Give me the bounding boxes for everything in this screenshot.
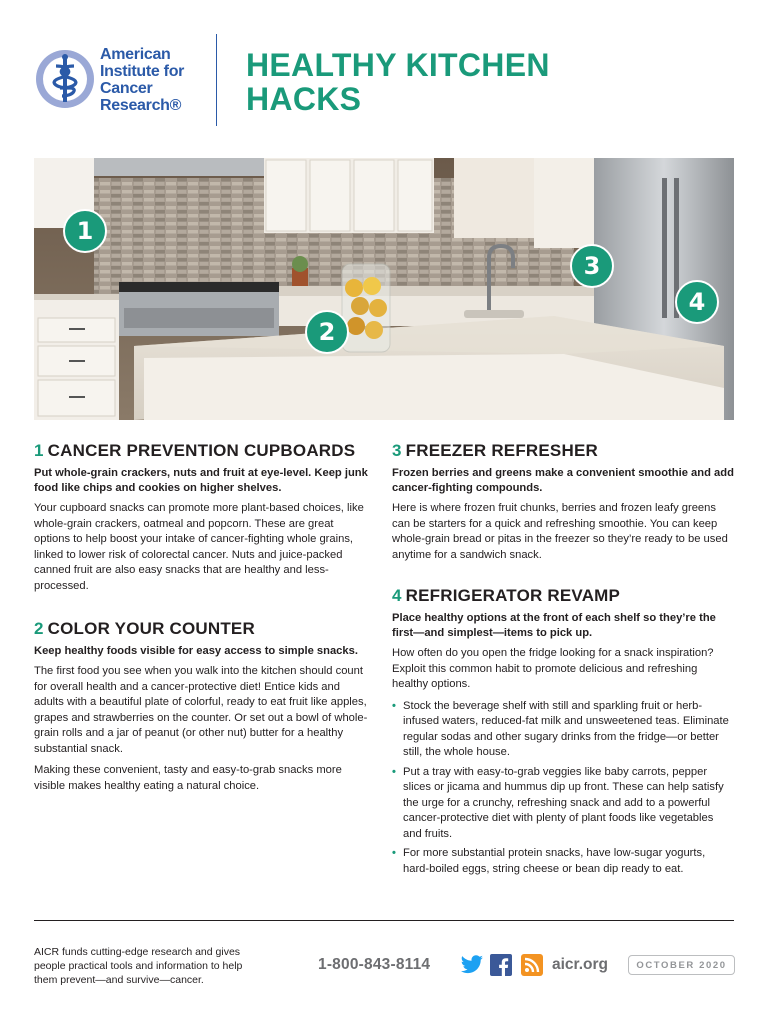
- bullet-dot-icon: •: [392, 847, 396, 859]
- list-item: [392, 765, 734, 843]
- section-subtitle: Keep healthy foods visible for easy access to simple snacks.: [34, 645, 358, 657]
- section-paragraph: Here is where frozen fruit chunks, berries and frozen leafy greens can be starters for a quick and refreshing smoothie. You can keep whole-grain bread or pitas in the freezer so they’re ready to be used anytime for a sandwich snack.: [392, 502, 728, 561]
- logo-line: Research®: [100, 97, 182, 114]
- section-title: CANCER PREVENTION CUPBOARDS: [47, 441, 356, 460]
- title-line: HEALTHY KITCHEN: [246, 47, 550, 83]
- logo-line: Institute for: [100, 63, 185, 80]
- right-column: [392, 440, 734, 895]
- page-header: [0, 0, 768, 140]
- section-counter: [34, 618, 368, 794]
- hotspot-marker[interactable]: 4: [675, 280, 719, 324]
- caduceus-logo-icon: [34, 48, 96, 110]
- kitchen-illustration: [34, 158, 734, 420]
- hotspot-marker[interactable]: 1: [63, 209, 107, 253]
- bullet-dot-icon: •: [392, 765, 396, 778]
- list-item: [392, 846, 734, 877]
- section-paragraph: Your cupboard snacks can promote more plant-based choices, like whole-grain crackers, oatmeal and popcorn. These are great options to help boost your intake of cancer-fighting whole grains, linked to lower risk of colorectal cancer. Nuts and juice-packed canned fruit are also easy snacks that are healthy and less-processed.: [34, 502, 364, 592]
- phone-number[interactable]: 1-800-843-8114: [318, 956, 431, 973]
- section-paragraph: How often do you open the fridge looking for a snack inspiration? Exploit this common habit to promote delicious and refreshing healthy options.: [392, 647, 714, 690]
- list-item-text: For more substantial protein snacks, have low-sugar yogurts, hard-boiled eggs, string cheese or bean dip ready to eat.: [403, 847, 706, 875]
- list-item-text: Stock the beverage shelf with still and sparkling fruit or herb-infused waters, reduced-fat milk and unsweetened teas. Eliminate regular sodas and other sugary drinks from the fridge—or better still, the whole house.: [403, 699, 729, 758]
- section-subtitle: Put whole-grain crackers, nuts and fruit at eye-level. Keep junk food like chips and cookies on higher shelves.: [34, 467, 368, 494]
- section-heading: [34, 440, 368, 462]
- section-number: 3: [392, 441, 402, 460]
- section-freezer: [392, 440, 734, 563]
- tips-list: [392, 699, 734, 878]
- section-paragraph: Making these convenient, tasty and easy-to-grab snacks more visible makes healthy eating a natural choice.: [34, 764, 342, 792]
- website-link[interactable]: aicr.org: [552, 956, 608, 973]
- section-heading: [392, 585, 734, 607]
- publication-date-badge: OCTOBER 2020: [628, 955, 735, 975]
- section-heading: [34, 618, 368, 640]
- section-heading: [392, 440, 734, 462]
- bullet-dot-icon: •: [392, 699, 396, 712]
- section-cupboards: [34, 440, 368, 594]
- list-item: [392, 699, 734, 761]
- logo-line: American: [100, 46, 171, 63]
- list-item-text: Put a tray with easy-to-grab veggies like baby carrots, pepper slices or jicama and hummus dip up front. These can help satisfy the urge for a crunchy, refreshing snack and add to a powerful cancer-protective diet with plenty of plant foods like vegetables and fruits.: [403, 765, 724, 840]
- section-title: REFRIGERATOR REVAMP: [405, 586, 621, 605]
- logo-line: Cancer: [100, 80, 153, 97]
- page-title: [246, 48, 550, 116]
- section-number: 1: [34, 441, 44, 460]
- left-column: [34, 440, 368, 812]
- twitter-icon[interactable]: [460, 954, 482, 976]
- footer-divider: [34, 920, 734, 921]
- section-subtitle: Place healthy options at the front of each shelf so they’re the first—and simplest—items to pick up.: [392, 612, 716, 639]
- hotspot-marker[interactable]: 2: [305, 310, 349, 354]
- kitchen-photo: [34, 158, 734, 420]
- section-subtitle: Frozen berries and greens make a convenient smoothie and add cancer-fighting compounds.: [392, 467, 734, 494]
- footer-blurb: AICR funds cutting-edge research and gives people practical tools and information to help them prevent—and survive—cancer.: [34, 946, 243, 986]
- header-divider: [216, 34, 217, 126]
- section-title: FREEZER REFRESHER: [405, 441, 598, 460]
- logo-wordmark: [100, 46, 184, 114]
- section-number: 4: [392, 586, 402, 605]
- hotspot-marker[interactable]: 3: [570, 244, 614, 288]
- title-line: HACKS: [246, 81, 362, 117]
- aicr-logo[interactable]: [34, 44, 204, 114]
- section-title: COLOR YOUR COUNTER: [47, 619, 255, 638]
- section-paragraph: The first food you see when you walk into the kitchen should count for overall health and a cancer-protective diet! Entice kids and adults with a beautiful plate of colorful, ready to eat fruit like apples, grapes and strawberries on the counter. Or set out a bowl of whole-grain rolls and a jar of peanut (or other nut) butter for a healthy substantial snack.: [34, 665, 368, 755]
- section-number: 2: [34, 619, 44, 638]
- rss-icon[interactable]: [521, 954, 543, 976]
- section-refrigerator: [392, 585, 734, 877]
- facebook-icon[interactable]: [490, 954, 512, 976]
